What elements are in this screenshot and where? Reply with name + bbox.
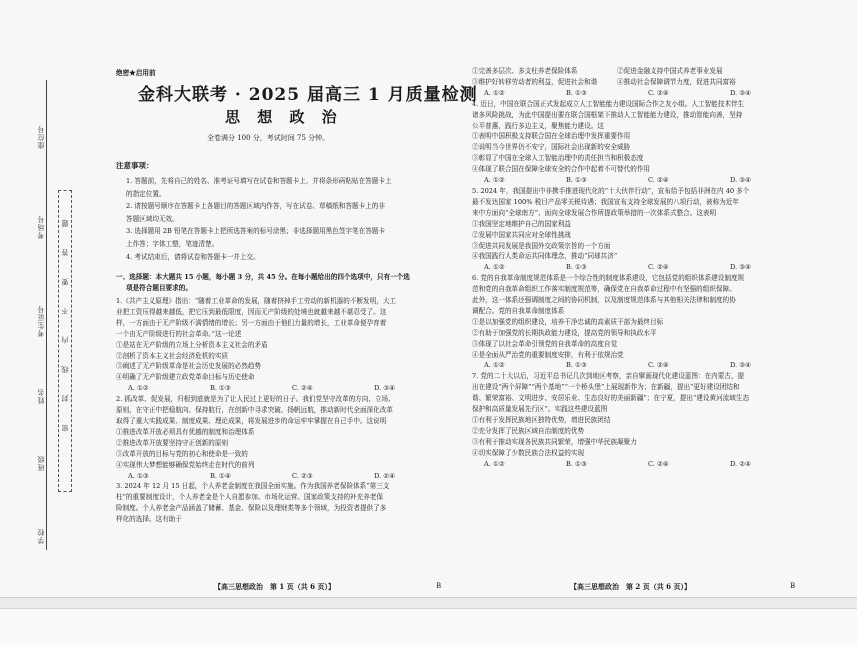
secret-mark: 绝密★启用前 bbox=[116, 69, 156, 77]
version-mark-left: B bbox=[436, 582, 442, 590]
question-line: 谐、繁荣富裕、文明进步、安居乐业、生态良好的美丽新疆”；在宁夏，提出“建设黄河流域生态 bbox=[472, 394, 750, 403]
version-mark-right: B bbox=[790, 582, 796, 590]
notice-item: 4. 考试结束后，请将试卷和答题卡一并上交。 bbox=[126, 252, 260, 261]
notice-item: 的指定位置。 bbox=[126, 189, 166, 198]
answer-option[interactable]: D. ③④ bbox=[374, 384, 396, 393]
answer-options bbox=[116, 383, 456, 394]
question-line: ③维护好转移劳动者的利益，促进社会和谐 ④推动社会保障调节力度，促进共同富裕 bbox=[472, 77, 736, 86]
question-stem: 7. 党的二十大以后，习近平总书记几次到地区考察，亲自擘画现代化建设蓝图：在内蒙古，提 bbox=[472, 372, 745, 381]
question-line: ③彰显了中国在全球人工智能治理中的责任担当和积极态度 bbox=[472, 154, 644, 163]
answer-option[interactable]: C. ②④ bbox=[648, 361, 669, 370]
exam-title: 金科大联考 · 2025 届高三 1 月质量检测 bbox=[138, 85, 478, 105]
question-line: 来中方面向“全球南方”、面向全球发展合作所提政策举措的一次体系式整合。这表明 bbox=[472, 208, 717, 217]
answer-options bbox=[472, 88, 812, 99]
question-line: ①是以加强党的组织建设，培养干净忠诚的高素质干部为最终目标 bbox=[472, 317, 664, 326]
question-line: ④是全面从严治党的重要制度安排，有利于依规治党 bbox=[472, 350, 624, 359]
question-stem: 3. 2024 年 12 月 15 日起，个人养老金制度在我国全面实施。作为我国养老保险体系“第三支 bbox=[116, 482, 390, 491]
question-line: ③促进共同发展是我国外交政策宗旨的一个方面 bbox=[472, 241, 611, 250]
answer-option[interactable]: B. ①④ bbox=[210, 471, 231, 480]
notice-list bbox=[126, 175, 392, 263]
question-line: ④明确了无产阶级建立政党革命目标与历史使命 bbox=[116, 373, 255, 382]
question-line: ④体现了联合国在保障全球安全的合作中起着不可替代的作用 bbox=[472, 165, 651, 174]
question-line: 一个由无产阶级进行的社会革命。”这一论述 bbox=[116, 329, 242, 338]
notice-item: 上作答；字体工整，笔迹清楚。 bbox=[126, 239, 219, 248]
answer-option[interactable]: C. ②④ bbox=[648, 459, 669, 468]
answer-option[interactable]: D. ③④ bbox=[730, 361, 752, 370]
left-questions bbox=[116, 296, 456, 525]
answer-options bbox=[472, 360, 812, 371]
school-label: 学校 bbox=[37, 528, 45, 544]
question-line: 业把工资压得越来越低，把它压到最低限度，因而无产阶级的处境也就越来越不堪忍受了。这 bbox=[116, 307, 387, 316]
footer-right: 【高三思想政治 第 2 页（共 6 页）】 bbox=[570, 582, 691, 591]
answer-option[interactable]: B. ①③ bbox=[210, 384, 231, 393]
question-stem: ①完善多层次、多支柱养老保险体系 ②促进金融支持中国式养老事业发展 bbox=[472, 67, 723, 75]
question-line: 保护和高质量发展先行区”。实践这些建设蓝图 bbox=[472, 405, 608, 414]
right-questions bbox=[472, 66, 812, 470]
question-line: ④实现伟大梦想能够确保党始终走在时代的前列 bbox=[116, 460, 255, 469]
answer-option[interactable]: C. ②④ bbox=[648, 88, 669, 97]
notice-item: 2. 请按题号顺序在答题卡上各题目的答题区域内作答，写在试卷、草稿纸和答题卡上的非 bbox=[126, 202, 385, 211]
question-line: 出在建设“两个屏障”“两个基地”“一个桥头堡”上展现新作为；在新疆，提出“更好建设团结和 bbox=[472, 383, 740, 392]
binding-line bbox=[46, 80, 47, 550]
question-line: ①表明中国积极支持联合国在全球治理中发挥重要作用 bbox=[472, 132, 631, 141]
question-line: ①推进改革开放必须具有优越的制度和治理体系 bbox=[116, 427, 255, 436]
answer-option[interactable]: A. ①② bbox=[484, 88, 505, 97]
question-block bbox=[116, 296, 456, 394]
notice-item: 3. 选择题用 2B 铅笔在答题卡上把所选答案的标号涂黑；非选择题用黑色签字笔在答题卡 bbox=[126, 227, 385, 236]
question-stem: 5. 2024 年，我国提出中非携手推进现代化的“十大伙伴行动”，宣布给予包括非洲在内 40 多个 bbox=[472, 186, 750, 195]
question-block bbox=[472, 371, 812, 469]
question-stem: 6. 党的自我革命制度规范体系是一个综合性的制度体系建设，它包括党的组织体系建设制度规 bbox=[472, 274, 745, 283]
question-line: ③改革开放的目标与党的初心和使命是一致的 bbox=[116, 449, 248, 458]
notice-item: 1. 答题前，先将自己的姓名、准考证号填写在试卷和答题卡上，并将条形码粘贴在答题卡上 bbox=[126, 177, 392, 185]
question-line: ④我国践行人类命运共同体理念，推动“同球共济” bbox=[472, 252, 618, 261]
question-block bbox=[472, 273, 812, 371]
question-stem: 2. 抓改革、促发展，归根到底就是为了让人民过上更好的日子。我们党坚守改革的方向、立场、 bbox=[116, 395, 395, 404]
answer-options bbox=[116, 471, 456, 482]
question-line: 样化的选择。这有助于 bbox=[116, 515, 182, 524]
notice-heading-text: 注意事项： bbox=[116, 161, 154, 170]
answer-option[interactable]: B. ①③ bbox=[566, 361, 587, 370]
answer-options bbox=[472, 262, 812, 273]
question-line: ③体现了以社会革命引领党的自我革命的高度自觉 bbox=[472, 339, 618, 348]
section-heading-1: 一、选择题：本大题共 15 小题，每小题 3 分，共 45 分。在每小题给出的四个选项中，只有一个选 bbox=[116, 273, 410, 281]
seat-label: 座位号 bbox=[37, 125, 45, 149]
question-line: 原则，在守正中把稳航向、保持航行，在创新中寻求突破、扬帆远航，推动新时代全面深化改革 bbox=[116, 406, 393, 415]
answer-option[interactable]: B. ①③ bbox=[566, 459, 587, 468]
question-stem: 4. 近日，中国在联合国正式发起成立人工智能能力建设国际合作之友小组。人工智能技术伴生 bbox=[472, 99, 745, 108]
answer-option[interactable]: A. ①② bbox=[484, 263, 505, 272]
viewer-background bbox=[0, 608, 857, 647]
footer-left: 【高三思想政治 第 1 页（共 6 页）】 bbox=[214, 582, 335, 591]
question-line: ②剖析了资本主义社会经济危机的实质 bbox=[116, 351, 229, 360]
question-line: 险制度。个人养老金产品涵盖了储蓄、基金、保险以及理财类等多个领域，为投资者提供了多 bbox=[116, 504, 387, 513]
answer-option[interactable]: D. ③④ bbox=[730, 176, 752, 185]
answer-option[interactable]: A. ①② bbox=[128, 384, 149, 393]
question-line: ①是站在无产阶级的立场上分析资本主义社会的矛盾 bbox=[116, 340, 268, 349]
answer-option[interactable]: C. ②③ bbox=[292, 471, 313, 480]
question-line: 范和党的自我革命组织工作落实制度规范等，确保党在自我革命过程中有坚强的组织保障。 bbox=[472, 285, 736, 294]
answer-option[interactable]: C. ②④ bbox=[648, 176, 669, 185]
answer-option[interactable]: A. ①② bbox=[484, 361, 505, 370]
question-block bbox=[472, 99, 812, 186]
answer-option[interactable]: A. ①② bbox=[484, 176, 505, 185]
section-heading-2: 项是符合题目要求的。 bbox=[126, 284, 192, 292]
answer-option[interactable]: A. ①② bbox=[484, 459, 505, 468]
answer-options bbox=[472, 459, 812, 470]
question-line: ①有利于发挥民族地区独特优势，增进民族团结 bbox=[472, 416, 611, 424]
question-line: 样，一方面由于无产阶级不满情绪的增长；另一方面由于他们力量的增长，工业革命便孕育着 bbox=[116, 318, 387, 327]
question-line: 柱”的重要制度设计，个人养老金是个人自愿参加、市场化运营、国家政策支持的补充养老保 bbox=[116, 493, 384, 502]
question-line: 调配合。党的自我革命制度体系 bbox=[472, 306, 565, 315]
answer-option[interactable]: A. ①③ bbox=[128, 471, 149, 480]
question-line: 公平普惠，践行多边主义，聚焦能力建设。这 bbox=[472, 121, 604, 130]
question-line: ②发展中国家共同应对全球性挑战 bbox=[472, 230, 571, 239]
question-line: 此外，这一体系还强调制度之间的协同机制，以及制度规范体系与其他相关法律和制度的协 bbox=[472, 296, 736, 305]
question-line: ①我国坚定地维护自己的国家利益 bbox=[472, 219, 571, 228]
answer-option[interactable]: C. ②④ bbox=[648, 263, 669, 272]
answer-option[interactable]: D. ②④ bbox=[730, 459, 752, 468]
admission-label: 考生证号 bbox=[37, 305, 45, 337]
question-line: ②说明当今世界仍不安宁，国际社会出现新的安全威胁 bbox=[472, 143, 631, 152]
answer-option[interactable]: C. ②④ bbox=[292, 384, 313, 393]
question-block bbox=[116, 481, 456, 525]
answer-options bbox=[472, 175, 812, 186]
subject-title: 思 想 政 治 bbox=[225, 108, 343, 126]
notice-item: 答题区域均无效。 bbox=[126, 214, 179, 223]
question-line: 最不发达国家 100% 税目产品零关税待遇；我国宣布支持全球发展的八项行动，被称为近年 bbox=[472, 197, 740, 206]
name-label: 姓名 bbox=[37, 388, 45, 404]
question-block bbox=[472, 186, 812, 273]
question-line: 诸多风险挑战，为此中国提出要在联合国框架下推动人工智能能力建设，推动智能向善，坚持 bbox=[472, 110, 743, 119]
seal-text: 密 封 线 内 不 要 答 题 bbox=[61, 210, 69, 432]
answer-option[interactable]: D. ③④ bbox=[730, 88, 752, 97]
answer-option[interactable]: B. ①③ bbox=[566, 263, 587, 272]
answer-option[interactable]: D. ③④ bbox=[730, 263, 752, 272]
question-line: ④切实保障了少数民族合法权益的实现 bbox=[472, 448, 585, 457]
class-label: 班级 bbox=[37, 455, 45, 471]
question-line: ③有利于推动实现各民族共同繁荣，增强中华民族凝聚力 bbox=[472, 437, 637, 446]
question-block bbox=[472, 66, 812, 99]
answer-option[interactable]: D. ②④ bbox=[374, 471, 396, 480]
question-line: ②有助于加强党的长期执政能力建设，提高党的领导和执政水平 bbox=[472, 328, 657, 337]
question-line: ②推进改革开放要坚持守正创新的原则 bbox=[116, 438, 229, 447]
question-line: ②充分发挥了民族区域自治制度的优势 bbox=[472, 426, 585, 435]
answer-option[interactable]: B. ①③ bbox=[566, 88, 587, 97]
exam-room-label: 考场号 bbox=[37, 215, 45, 239]
answer-option[interactable]: B. ①③ bbox=[566, 176, 587, 185]
question-line: 取得了重大实践成果、制度成果、理论成果，将发展进步的命运牢牢掌握在自己手中。这说明 bbox=[116, 416, 387, 425]
question-line: ③阐述了无产阶级革命是社会历史发展的必然趋势 bbox=[116, 362, 262, 371]
question-block bbox=[116, 394, 456, 481]
score-info: 全卷满分 100 分，考试时间 75 分钟。 bbox=[207, 134, 330, 142]
question-stem: 1.《共产主义原理》指出：“随着工业革命的发展，随着挤掉手工劳动的新机器的不断发明，大工 bbox=[116, 297, 397, 305]
